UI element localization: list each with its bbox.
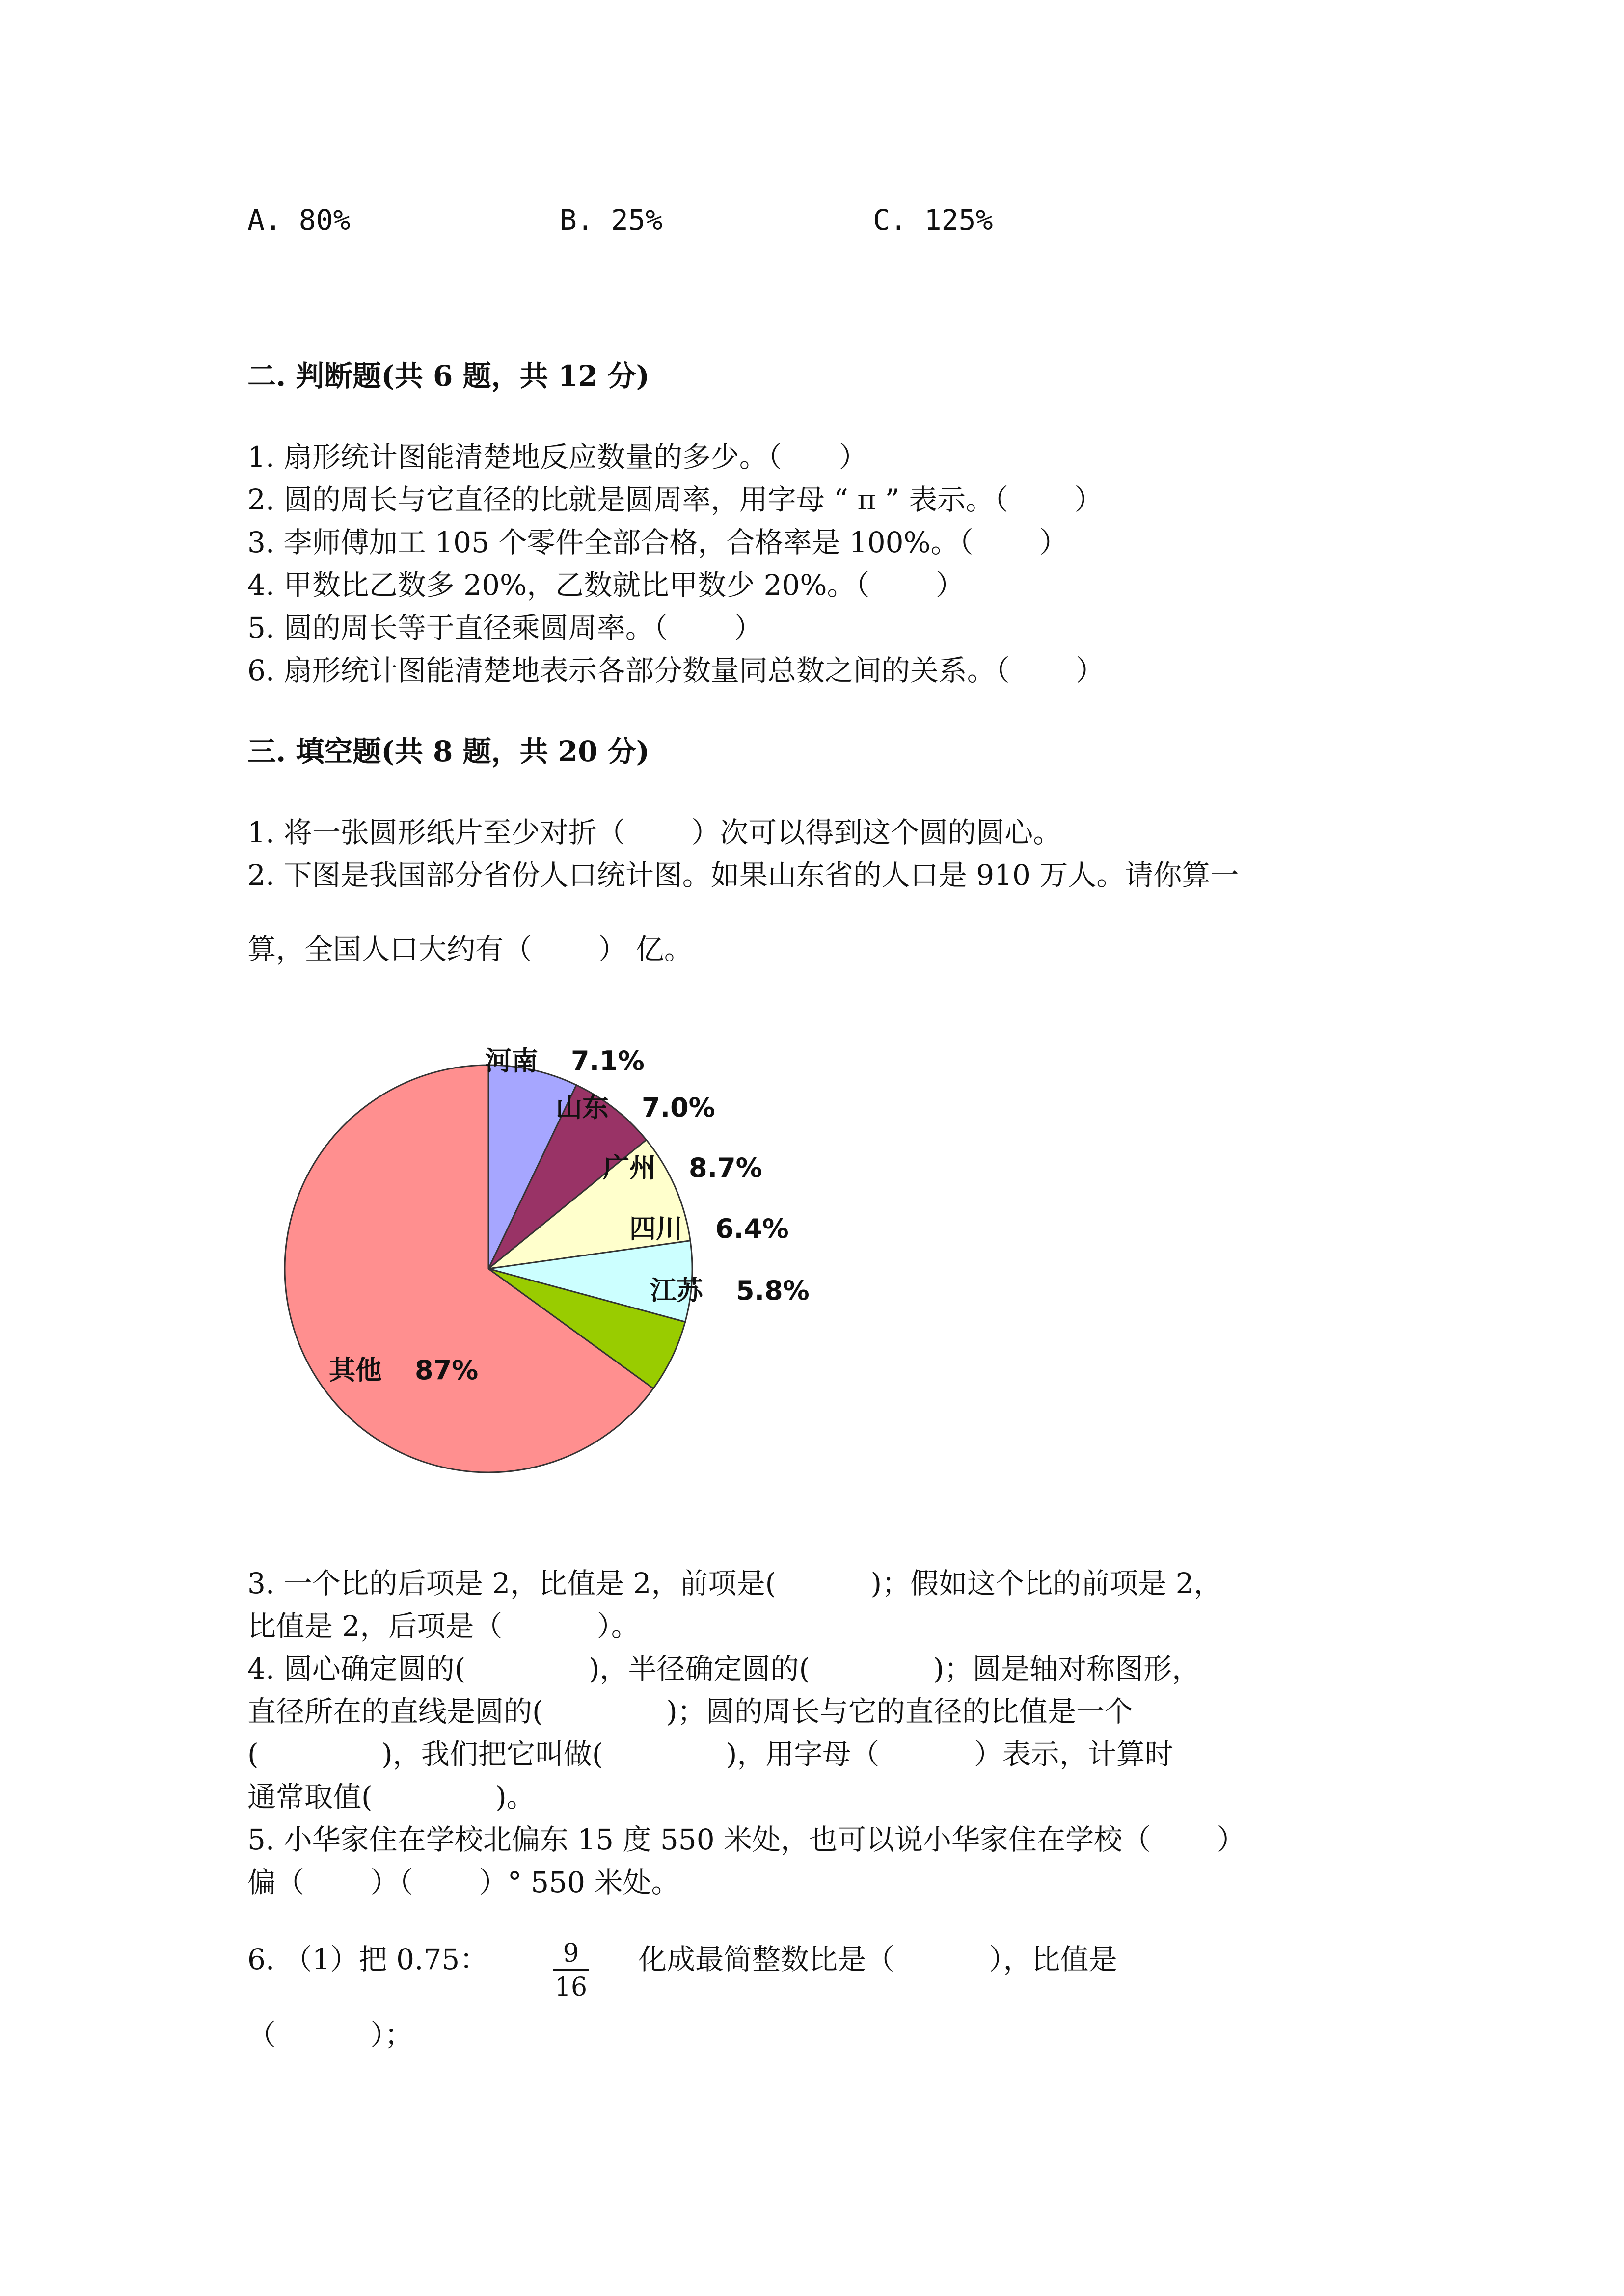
pie-value-label-4: 5.8% [736, 1275, 810, 1306]
section2-heading: 二. 判断题(共 6 题，共 12 分) [247, 359, 650, 393]
population-pie-chart [275, 1021, 844, 1492]
fill-q5-line2: 偏（ ）（ ）° 550 米处。 [247, 1866, 680, 1899]
pie-value-label-3: 6.4% [715, 1213, 789, 1244]
pie-label-0: 河南 [485, 1045, 538, 1076]
pie-label-4: 江苏 [650, 1275, 703, 1306]
fraction-bar [553, 1969, 589, 1971]
judge-item-1: 1. 扇形统计图能清楚地反应数量的多少。（ ） [247, 440, 867, 474]
fill-q4-line1: 4. 圆心确定圆的( )，半径确定圆的( )；圆是轴对称图形， [247, 1652, 1201, 1685]
pie-label-1: 山东 [556, 1092, 609, 1123]
judge-item-2: 2. 圆的周长与它直径的比就是圆周率，用字母 “ π ” 表示。（ ） [247, 483, 1103, 516]
judge-item-4: 4. 甲数比乙数多 20%，乙数就比甲数少 20%。（ ） [247, 568, 964, 602]
fraction-9-16 [549, 1939, 593, 2002]
judge-item-5: 5. 圆的周长等于直径乘圆周率。（ ） [247, 611, 763, 644]
pie-value-label-2: 8.7% [689, 1152, 762, 1183]
option-c: C. 125% [873, 203, 993, 237]
option-a: A. 80% [247, 203, 351, 237]
fraction-denominator: 16 [554, 1973, 588, 2002]
fill-q3-line2: 比值是 2，后项是（ ）。 [247, 1609, 640, 1643]
judge-item-3: 3. 李师傅加工 105 个零件全部合格，合格率是 100%。（ ） [247, 526, 1068, 559]
fill-q2-line1: 2. 下图是我国部分省份人口统计图。如果山东省的人口是 910 万人。请你算一 [247, 858, 1239, 892]
fill-q4-line2: 直径所在的直线是圆的( )；圆的周长与它的直径的比值是一个 [247, 1695, 1133, 1728]
section3-heading: 三. 填空题(共 8 题，共 20 分) [247, 735, 650, 768]
pie-value-label-0: 7.1% [571, 1045, 645, 1076]
fill-q6-prefix: 6. （1）把 0.75： [247, 1943, 488, 1976]
judge-item-6: 6. 扇形统计图能清楚地表示各部分数量同总数之间的关系。（ ） [247, 654, 1105, 687]
fill-q6-suffix: 化成最简整数比是（ ），比值是 [638, 1943, 1117, 1976]
fill-q5-line1: 5. 小华家住在学校北偏东 15 度 550 米处，也可以说小华家住在学校（ ） [247, 1823, 1245, 1856]
pie-label-3: 四川 [629, 1213, 682, 1244]
pie-value-label-5: 87% [415, 1355, 479, 1386]
fill-q4-line4: 通常取值( )。 [247, 1780, 535, 1814]
fill-q6-line2: （ ）； [247, 2018, 413, 2052]
pie-value-label-1: 7.0% [642, 1092, 715, 1123]
fill-q4-line3: ( )，我们把它叫做( )，用字母（ ）表示，计算时 [247, 1737, 1173, 1771]
fraction-numerator: 9 [563, 1939, 579, 1968]
fill-q1: 1. 将一张圆形纸片至少对折（ ）次可以得到这个圆的圆心。 [247, 816, 1062, 849]
pie-label-2: 广州 [603, 1152, 656, 1183]
option-b: B. 25% [560, 203, 663, 237]
fill-q3-line1: 3. 一个比的后项是 2，比值是 2，前项是( )；假如这个比的前项是 2， [247, 1567, 1222, 1600]
pie-slices [285, 1065, 692, 1472]
fill-q2-line2: 算，全国人口大约有（ ） 亿。 [247, 933, 693, 966]
pie-label-5: 其他 [329, 1355, 382, 1386]
